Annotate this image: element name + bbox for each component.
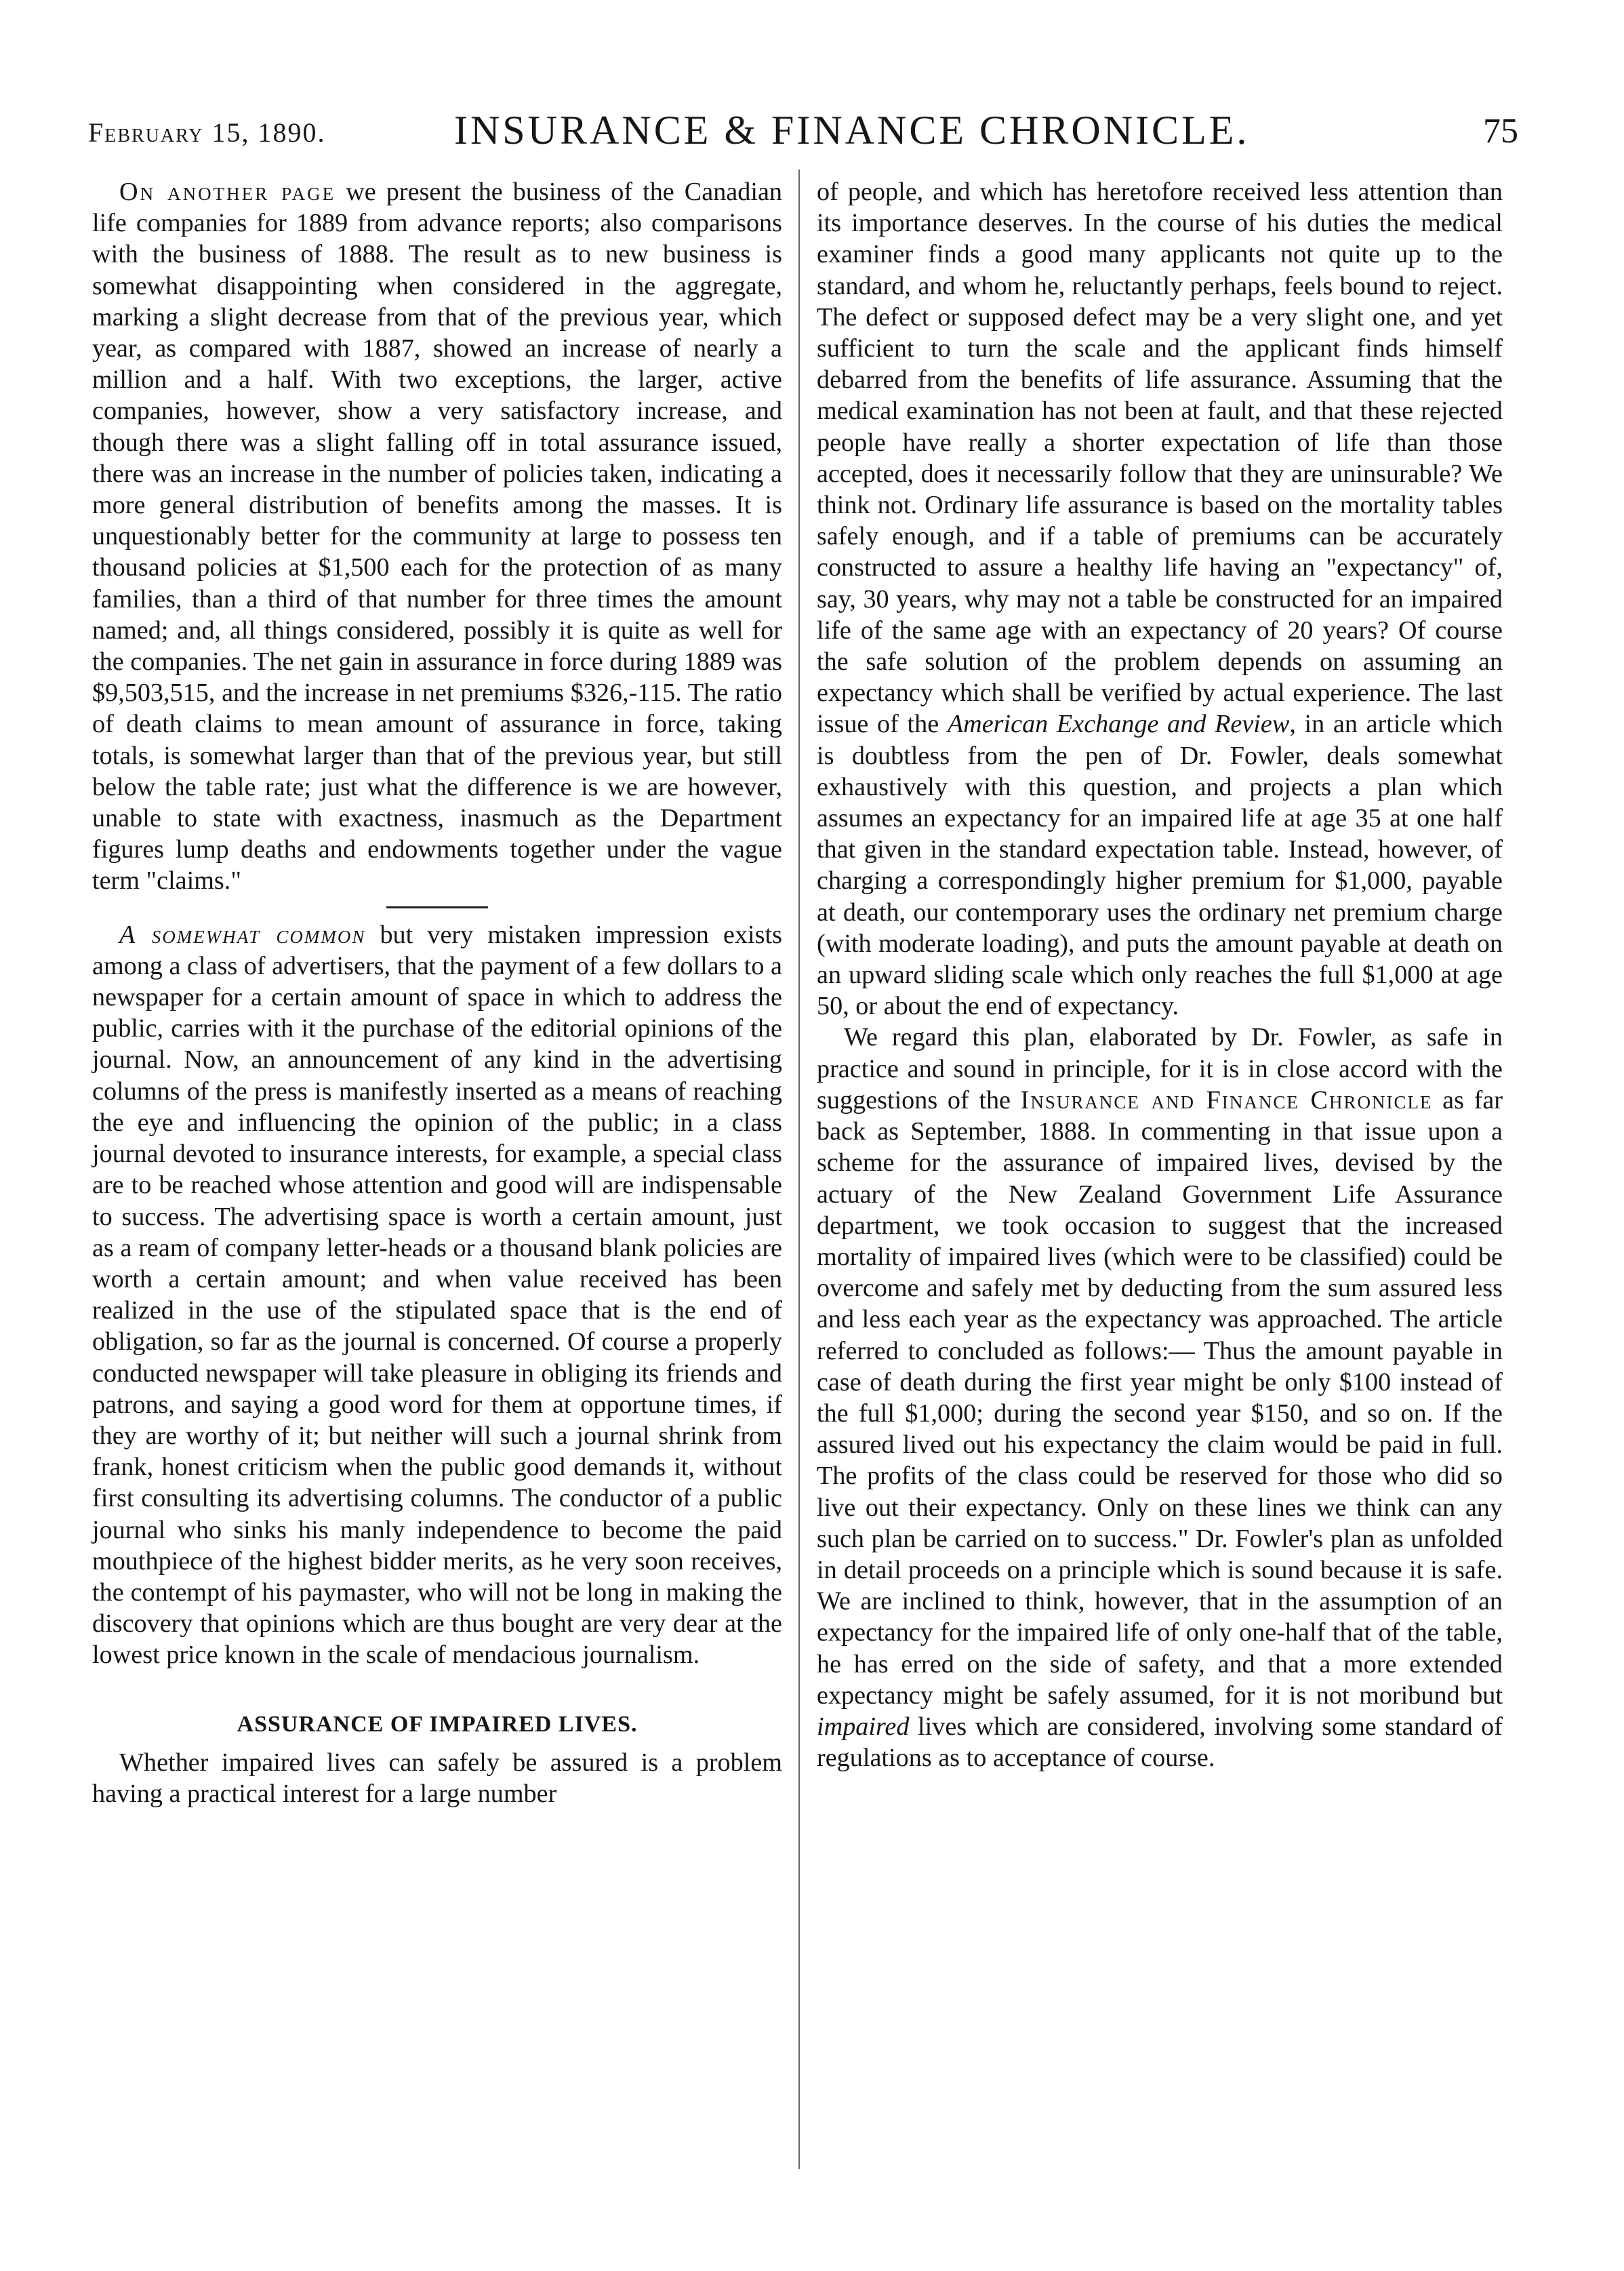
right-column (817, 176, 1503, 1773)
section-divider (386, 906, 488, 908)
emphasized-word: impaired (817, 1712, 910, 1741)
paragraph-advertisers (92, 919, 782, 1671)
paragraph-body: but very mistaken impression exists among a class of advertisers, that the payment of a few dollars to a newspaper for a certain amount of space in which to address the public, carries with it the purchase of the editorial opinions of the journal. Now, an announcement of any kind in the advertising columns of the press is manifestly inserted as a means of reaching the eye and influencing the opinion of the public; in a class journal devoted to insurance interests, for example, a special class are to be reached whose attention and good will are indispensable to success. The advertising space is worth a certain amount, just as a ream of company letter-heads or a thousand blank policies are worth a certain amount; and when value received has been realized in the use of the stipulated space that is the end of obligation, so far as the journal is concerned. Of course a properly conducted newspaper will take pleasure in obliging its friends and patrons, and saying a good word for them at opportune times, if they are worthy of it; but neither will such a journal shrink from frank, honest criticism when the public good demands it, without first consulting its advertising columns. The conductor of a public journal who sinks his manly independence to become the paid mouthpiece of the highest bidder merits, as he very soon receives, the contempt of his paymaster, who will not be long in making the discovery that opinions which are thus bought are very dear at the lowest price known in the scale of mendacious journalism. (92, 920, 782, 1670)
journal-name: Insurance and Finance Chronicle (1020, 1085, 1433, 1114)
paragraph-body: as far back as September, 1888. In commenting in that issue upon a scheme for the assurance of impaired lives, devised by the actuary of the New Zealand Government Life Assurance department, we took occasion to suggest that the increased mortality of impaired lives (which were to be classified) could be overcome and safely met by deducting from the sum assured less and less each year as the expectancy was approached. The article referred to concluded as follows:— Thus the amount payable in case of death during the first year might be only $100 instead of the full $1,000; during the second year $150, and so on. If the assured lived out his expectancy the claim would be paid in full. The profits of the class could be reserved for those who did so live out their expectancy. Only on these lines we think can any such plan be carried on to success." Dr. Fowler's plan as unfolded in detail proceeds on a principle which is sound because it is safe. We are inclined to think, however, that in the assumption of an expectancy for the impaired life of only one-half that of the table, he has erred on the side of safety, and that a more extended expectancy might be safely assumed, for it is not moribund but (817, 1085, 1503, 1710)
issue-date: February 15, 1890. (88, 117, 326, 148)
paragraph-lead: On another page (119, 178, 336, 206)
periodical-title: American Exchange and Review (947, 710, 1290, 739)
left-column (92, 176, 782, 1809)
paragraph-body: , in an article which is doubtless from the pen of Dr. Fowler, deals somewhat exhaustively with this question, and projects a plan which assumes an expectancy for an impaired life at age 35 at one half that given in the standard expectation table. Instead, however, of charging a correspondingly higher premium for $1,000, payable at death, our contemporary uses the ordinary net premium charge (with moderate loading), and puts the amount payable at death on an upward sliding scale which only reaches the full $1,000 at age 50, or about the end of expectancy. (817, 710, 1503, 1021)
page-number: 75 (1483, 112, 1518, 150)
paragraph-body: lives which are considered, involving some standard of regulations as to acceptance of course. (817, 1712, 1503, 1773)
paragraph-body: of people, and which has heretofore received less attention than its importance deserves. In the course of his duties the medical examiner finds a good many applicants not quite up to the standard, and whom he, reluctantly perhaps, feels bound to reject. The defect or supposed defect may be a very slight one, and yet sufficient to turn the scale and the applicant finds himself debarred from the benefits of life assurance. Assuming that the medical examination has not been at fault, and that these rejected people have really a shorter expectation of life than those accepted, does it necessarily follow that they are uninsurable? We think not. Ordinary life assurance is based on the mortality tables safely enough, and if a table of premiums can be accurately constructed to assure a healthy life having an "expectancy" of, say, 30 years, why may not a table be constructed for an impaired life of the same age with an expectancy of 20 years? Of course the safe solution of the problem depends on assuming an expectancy which shall be verified by actual experience. The last issue of the (817, 178, 1503, 739)
paragraph-body: we present the business of the Canadian life companies for 1889 from advance reports; also comparisons with the business of 1888. The result as to new business is somewhat disappointing when considered in the aggregate, marking a slight decrease from that of the previous year, which year, as compared with 1887, showed an increase of nearly a million and a half. With two exceptions, the larger, active companies, however, show a very satisfactory increase, and though there was a slight falling off in total assurance issued, there was an increase in the number of policies taken, indicating a more general distribution of benefits among the masses. It is unquestionably better for the community at large to possess ten thousand policies at $1,500 each for the protection of as many families, than a third of that number for three times the amount named; and, all things considered, possibly it is quite as well for the companies. The net gain in assurance in force during 1889 was $9,503,515, and the increase in net premiums $326,-115. The ratio of death claims to mean amount of assurance in force, taking totals, is somewhat larger than that of the previous year, but still below the table rate; just what the difference is we are however, unable to state with exactness, inasmuch as the Department figures lump deaths and endowments together under the vague term "claims." (92, 178, 782, 896)
running-header (88, 102, 1518, 163)
paragraph-fowler-plan (817, 1022, 1503, 1773)
paragraph-lead: A somewhat common (119, 920, 366, 949)
publication-title: INSURANCE & FINANCE CHRONICLE. (454, 108, 1250, 153)
paragraph-impaired-lives-start: Whether impaired lives can safely be assured is a problem having a practical interest for a large number (92, 1748, 782, 1808)
column-divider (798, 169, 800, 2169)
paragraph-body: We regard this plan, elaborated by Dr. Fowler, as safe in practice and sound in principle, for it is in close accord with the suggestions of the (817, 1023, 1503, 1114)
paragraph-impaired-lives-cont (817, 176, 1503, 1022)
section-heading: ASSURANCE OF IMPAIRED LIVES. (237, 1711, 638, 1737)
paragraph-company-business (92, 176, 782, 897)
